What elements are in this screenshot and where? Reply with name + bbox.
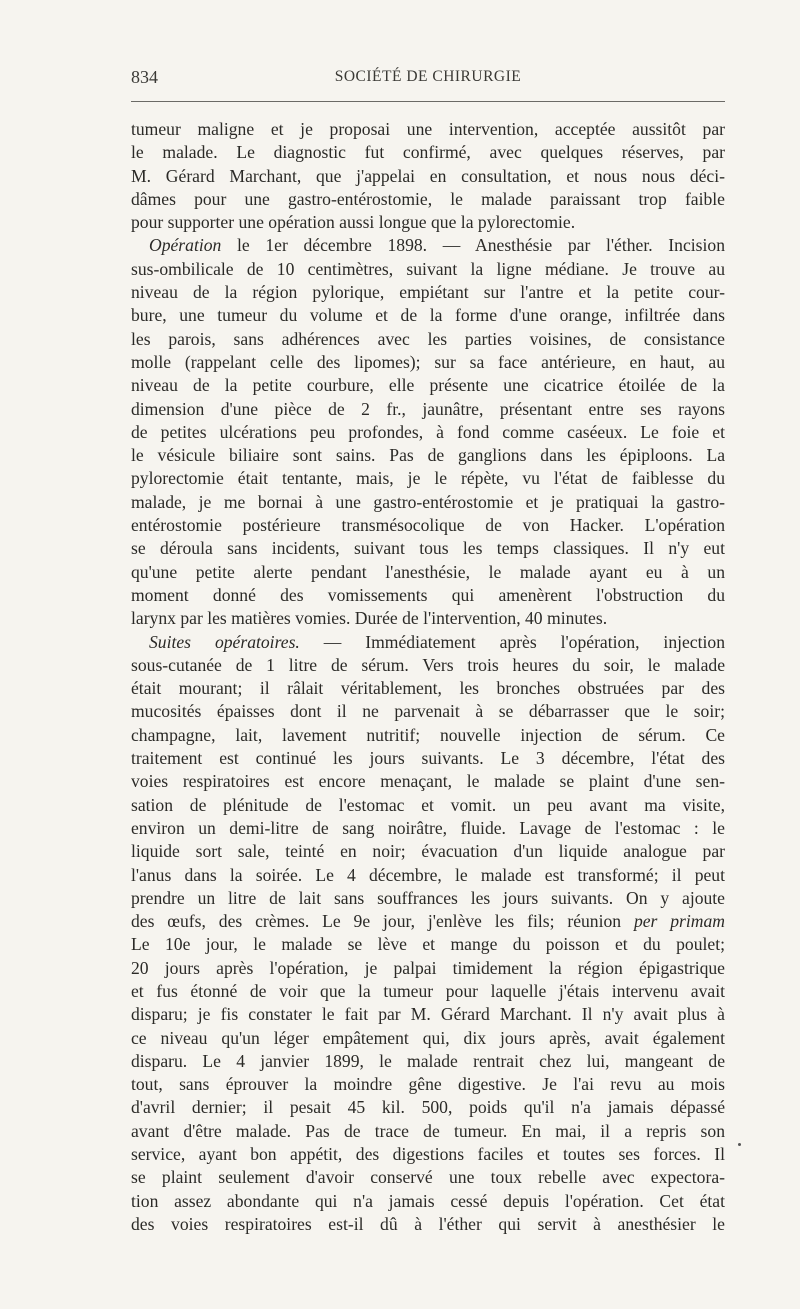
- line-text: niveau de la petite courbure, elle présente une cicatrice étoilée de la: [131, 375, 725, 396]
- text-line: [131, 864, 725, 887]
- line-text: niveau de la région pylorique, empiétant sur l'antre et la petite cour-: [131, 282, 725, 303]
- line-text: malade, je me bornai à une gastro-entérostomie et je pratiquai la gastro-: [131, 491, 725, 512]
- text-line: [131, 211, 725, 234]
- text-line: [131, 770, 725, 793]
- text-line: [131, 677, 725, 700]
- line-text: pour supporter une opération aussi longue que la pylorectomie.: [131, 212, 576, 233]
- line-text: l'anus dans la soirée. Le 4 décembre, le malade est transformé; il peut: [131, 864, 725, 885]
- line-text: des œufs, des crèmes. Le 9e jour, j'enlève les fils; réunion: [131, 911, 634, 932]
- text-line: [131, 491, 725, 514]
- text-line: [131, 910, 725, 933]
- text-line: [131, 1166, 725, 1189]
- line-text: voies respiratoires est encore menaçant, le malade se plaint d'une sen-: [131, 771, 725, 792]
- margin-speck: [738, 1143, 741, 1146]
- header-rule: [131, 101, 725, 102]
- text-line: [131, 957, 725, 980]
- running-header: [131, 64, 725, 90]
- line-text: dâmes pour une gastro-entérostomie, le malade paraissant trop faible: [131, 188, 725, 209]
- line-text: M. Gérard Marchant, que j'appelai en consultation, et nous nous déci-: [131, 165, 725, 186]
- text-line: [131, 188, 725, 211]
- text-line: [131, 747, 725, 770]
- line-text: Le 10e jour, le malade se lève et mange du poisson et du poulet;: [131, 934, 725, 955]
- line-text: tumeur maligne et je proposai une intervention, acceptée aussitôt par: [131, 119, 725, 139]
- line-text: les parois, sans adhérences avec les parties voisines, de consistance: [131, 328, 725, 349]
- line-text: mucosités épaisses dont il ne parvenait à se débarrasser que le soir;: [131, 701, 725, 722]
- text-line: [131, 1213, 725, 1236]
- text-line: [131, 631, 725, 654]
- line-text: de petites ulcérations peu profondes, à fond comme caséeux. Le foie et: [131, 421, 725, 442]
- line-text: service, ayant bon appétit, des digestions faciles et toutes ses forces. Il: [131, 1144, 725, 1165]
- text-line: [131, 1073, 725, 1096]
- line-text: se déroula sans incidents, suivant tous les temps classiques. Il n'y eut: [131, 538, 725, 559]
- text-line: [131, 1050, 725, 1073]
- page-number: 834: [131, 66, 158, 87]
- line-text: 20 jours après l'opération, je palpai timidement la région épigastrique: [131, 957, 725, 978]
- line-text: qu'une petite alerte pendant l'anesthésie, le malade ayant eu à un: [131, 561, 725, 582]
- text-line: [131, 1143, 725, 1166]
- line-text: sation de plénitude de l'estomac et vomit. un peu avant ma visite,: [131, 794, 725, 815]
- line-text: était mourant; il râlait véritablement, les bronches obstruées par des: [131, 678, 725, 699]
- text-line: [131, 561, 725, 584]
- line-text: sous-cutanée de 1 litre de sérum. Vers trois heures du soir, le malade: [131, 654, 725, 675]
- text-line: [131, 258, 725, 281]
- line-text: pylorectomie était tentante, mais, je le répète, vu l'état de faiblesse du: [131, 468, 725, 489]
- line-text: larynx par les matières vomies. Durée de l'intervention, 40 minutes.: [131, 608, 608, 629]
- text-line: [131, 421, 725, 444]
- text-line: [131, 328, 725, 351]
- line-text: sus-ombilicale de 10 centimètres, suivant la ligne médiane. Je trouve au: [131, 258, 725, 279]
- line-text: et fus étonné de voir que la tumeur pour laquelle j'étais intervenu avait: [131, 980, 725, 1001]
- text-line: [131, 537, 725, 560]
- text-line: [131, 165, 725, 188]
- text-line: [131, 374, 725, 397]
- line-text: environ un demi-litre de sang noirâtre, fluide. Lavage de l'estomac : le: [131, 817, 725, 838]
- text-line: [131, 1120, 725, 1143]
- line-text: se plaint seulement d'avoir conservé une toux rebelle avec expectora-: [131, 1167, 725, 1188]
- line-text: avant d'être malade. Pas de trace de tumeur. En mai, il a repris son: [131, 1120, 725, 1141]
- line-text: disparu; je fis constater le fait par M. Gérard Marchant. Il n'y avait plus à: [131, 1004, 725, 1025]
- line-text: le malade. Le diagnostic fut confirmé, avec quelques réserves, par: [131, 142, 725, 163]
- line-text: molle (rappelant celle des lipomes); sur sa face antérieure, en haut, au: [131, 351, 725, 372]
- text-line: [131, 351, 725, 374]
- line-text: dimension d'une pièce de 2 fr., jaunâtre, présentant entre ses rayons: [131, 398, 725, 419]
- line-text: d'avril dernier; il pesait 45 kil. 500, poids qu'il n'a jamais dépassé: [131, 1097, 725, 1118]
- text-line: [131, 118, 725, 141]
- line-text: liquide sort sale, teinté en noir; évacuation d'un liquide analogue par: [131, 841, 725, 862]
- running-title: SOCIÉTÉ DE CHIRURGIE: [334, 68, 522, 85]
- line-text: tout, sans éprouver la moindre gêne digestive. Je l'ai revu au mois: [131, 1074, 725, 1095]
- italic-tail: per primam: [633, 911, 725, 932]
- text-line: [131, 281, 725, 304]
- text-line: [131, 1096, 725, 1119]
- line-text: traitement est continué les jours suivants. Le 3 décembre, l'état des: [131, 748, 725, 769]
- line-text: ce niveau qu'un léger empâtement qui, dix jours après, avait également: [131, 1027, 725, 1048]
- text-line: [131, 234, 725, 257]
- line-text: le vésicule biliaire sont sains. Pas de ganglions dans les épiploons. La: [131, 445, 725, 466]
- text-line: [131, 1027, 725, 1050]
- text-line: [131, 980, 725, 1003]
- body-text: [131, 118, 725, 1236]
- text-line: [131, 887, 725, 910]
- text-line: [131, 514, 725, 537]
- line-text: moment donné des vomissements qui amenèrent l'obstruction du: [131, 584, 725, 605]
- italic-lead: Opération: [149, 235, 222, 256]
- text-line: [131, 1003, 725, 1026]
- text-line: [131, 1190, 725, 1213]
- line-text: champagne, lait, lavement nutritif; nouvelle injection de sérum. Ce: [131, 724, 725, 745]
- text-line: [131, 654, 725, 677]
- text-line: [131, 467, 725, 490]
- text-line: [131, 817, 725, 840]
- line-text: le 1er décembre 1898. — Anesthésie par l'éther. Incision: [221, 235, 725, 256]
- text-line: [131, 724, 725, 747]
- line-text: — Immédiatement après l'opération, injection: [299, 631, 725, 652]
- line-text: prendre un litre de lait sans souffrances les jours suivants. On y ajoute: [131, 887, 725, 908]
- italic-lead: Suites opératoires.: [149, 631, 300, 652]
- line-text: tion assez abondante qui n'a jamais cessé depuis l'opération. Cet état: [131, 1190, 725, 1211]
- line-text: des voies respiratoires est-il dû à l'éther qui servit à anesthésier le: [131, 1213, 725, 1234]
- text-line: [131, 444, 725, 467]
- text-line: [131, 398, 725, 421]
- text-line: [131, 141, 725, 164]
- text-line: [131, 607, 725, 630]
- line-text: entérostomie postérieure transmésocolique de von Hacker. L'opération: [131, 515, 725, 536]
- text-line: [131, 840, 725, 863]
- text-line: [131, 584, 725, 607]
- text-line: [131, 700, 725, 723]
- text-line: [131, 933, 725, 956]
- line-text: bure, une tumeur du volume et de la forme d'une orange, infiltrée dans: [131, 305, 725, 326]
- text-line: [131, 304, 725, 327]
- line-text: disparu. Le 4 janvier 1899, le malade rentrait chez lui, mangeant de: [131, 1050, 725, 1071]
- text-line: [131, 794, 725, 817]
